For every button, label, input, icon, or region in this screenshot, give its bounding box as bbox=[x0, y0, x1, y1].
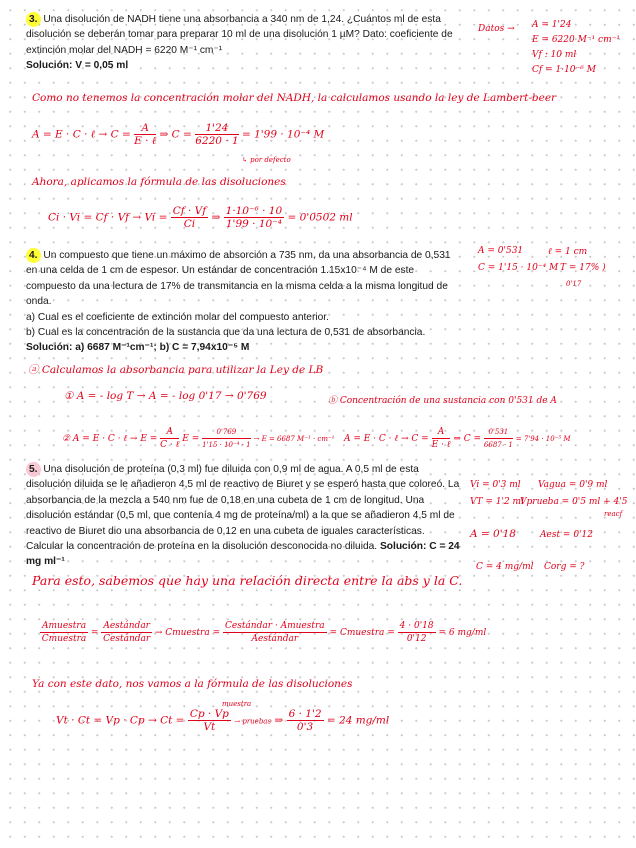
problem-4-step-2 bbox=[62, 426, 334, 451]
fraction-num: 0'769 bbox=[202, 426, 251, 439]
p4-data-t: T = 17% ) bbox=[560, 263, 606, 273]
fraction-den: Cestándar bbox=[103, 634, 151, 644]
p5-data-vprueba: Vprueba = 0'5 ml + 4'5 bbox=[520, 497, 628, 507]
problem-4-solution-label: Solución bbox=[26, 342, 70, 354]
fraction bbox=[40, 620, 88, 645]
problem-4-note-a: ⓐ Calculamos la absorbancia para utilizar la Ley de LB bbox=[28, 364, 324, 376]
p5-data-c: C = 4 mg/ml bbox=[476, 562, 534, 572]
formula-text: A = E · C · ℓ → C = bbox=[344, 434, 429, 444]
formula-text: ⇒ bbox=[211, 211, 221, 224]
problem-3-text: Una disolución de NADH tiene una absorbancia a 340 nm de 1,24. ¿Cuántos ml de esta disolución se deberán tomar para preparar 10 ml de una disolución 1 µM? Dato: coeficiente de extinción molar del NADH = 6220 M⁻¹ cm⁻¹ bbox=[26, 14, 453, 56]
fraction bbox=[134, 122, 156, 147]
p3-data-line: A = 1'24 bbox=[532, 20, 572, 30]
fraction bbox=[202, 426, 251, 451]
p5-data-corg: Corg = ? bbox=[544, 562, 585, 572]
p4-data-c: C = 1'15 · 10⁻⁴ M bbox=[478, 263, 559, 273]
p3-data-line: Vf : 10 ml bbox=[532, 50, 577, 60]
fraction bbox=[223, 620, 327, 645]
formula-result: = 24 mg/ml bbox=[326, 714, 390, 727]
formula-side-label: → pruebas bbox=[234, 717, 272, 726]
fraction-num: Aestándar bbox=[103, 621, 150, 631]
formula-text: E = bbox=[182, 434, 200, 444]
fraction-num: Cestándar · Amuestra bbox=[224, 621, 325, 631]
problem-3-solution-value: : V = 0,05 ml bbox=[69, 60, 129, 72]
fraction-den: 0'12 bbox=[406, 634, 427, 644]
fraction bbox=[398, 620, 436, 645]
problem-3-data-label: Datos → bbox=[478, 24, 515, 34]
formula-result: → E = 6687 M⁻¹ · cm⁻¹ bbox=[253, 435, 335, 443]
p4-data-a: A = 0'531 bbox=[478, 246, 524, 256]
fraction-num: 1'24 bbox=[195, 122, 238, 135]
fraction bbox=[101, 620, 152, 645]
fraction-den: 6687 · 1 bbox=[483, 441, 513, 449]
fraction bbox=[188, 708, 231, 733]
p3-data-line: Cf = 1·10⁻⁶ M bbox=[532, 65, 596, 75]
fraction-den: 1'99 · 10⁻⁴ bbox=[225, 218, 282, 230]
problem-5-statement bbox=[26, 462, 460, 570]
formula-text: ⇒ C = bbox=[453, 434, 482, 444]
problem-5-solution-value: : C = 24 mg ml⁻¹ bbox=[26, 541, 460, 568]
fraction-den: C · ℓ bbox=[160, 440, 180, 450]
problem-3-formula-2 bbox=[48, 205, 353, 230]
fraction-num: 0'531 bbox=[484, 426, 513, 439]
formula-text: ⇒ C = bbox=[159, 128, 192, 141]
problem-5-text: Una disolución de proteína (0,3 ml) fue diluida con 0,9 ml de agua. A 0,5 ml de esta disolución diluida se le añadieron 4,5 ml de reactivo de Biuret y se esperó hasta que coloreó. La absorbancia de la mezcla a 540 nm fue de 0,18 en una cubeta de 1 cm de longitud. Una disolución estándar (0,5 ml, que contenía 4 mg de proteína/ml) a la que se añadieron 4,5 ml de reactivo de Biuret dio una absorbancia de 0,12 en una cubeta de iguales características. Calcular la concentración de proteína en la disolución desconocida no diluida. bbox=[26, 464, 460, 553]
fraction-num: 4 · 0'18 bbox=[399, 621, 434, 631]
fraction-num: A bbox=[432, 426, 451, 439]
fraction-den: E · ℓ bbox=[431, 440, 451, 450]
fraction-den: Aestándar bbox=[251, 634, 299, 644]
problem-3-solution-label: Solución bbox=[26, 60, 70, 72]
formula-text: A = E · C · ℓ → C = bbox=[32, 128, 131, 141]
problem-3-data bbox=[532, 18, 620, 78]
formula-text: Ci · Vi = Cf · Vf → Vi = bbox=[48, 211, 168, 224]
p5-data-vagua: Vagua = 0'9 ml bbox=[538, 480, 608, 490]
fraction-den: Cmuestra bbox=[41, 634, 87, 644]
fraction-num: A bbox=[160, 426, 179, 439]
fraction-num: Cp · Vp bbox=[189, 708, 229, 720]
formula-result: = 7'94 · 10⁻⁵ M bbox=[515, 435, 571, 443]
problem-4-solution-value: : a) 6687 M⁻¹cm⁻¹; b) C = 7,94x10⁻⁵ M bbox=[69, 342, 250, 354]
fraction-num: 6 · 1'2 bbox=[288, 708, 322, 720]
problem-4-step-1: ① A = - log T → A = - log 0'17 → 0'769 bbox=[64, 390, 267, 402]
problem-5-solution-label: Solución bbox=[379, 541, 423, 553]
fraction-den: 0'3 bbox=[296, 721, 314, 733]
p5-data-vi: Vi = 0'3 ml bbox=[470, 480, 521, 490]
problem-5-number: 5. bbox=[26, 462, 41, 477]
fraction bbox=[171, 205, 208, 230]
fraction-den: 6220 · 1 bbox=[195, 135, 239, 147]
fraction bbox=[484, 426, 513, 451]
problem-3-formula-1 bbox=[32, 122, 324, 147]
fraction bbox=[195, 122, 238, 147]
formula-text: ⇒ bbox=[274, 714, 284, 727]
fraction-num: Amuestra bbox=[42, 621, 87, 631]
p5-data-vt: VT = 1'2 ml bbox=[470, 497, 524, 507]
problem-5-formula-top-label: muestra bbox=[222, 700, 252, 708]
problem-4-part-a: a) Cual es el coeficiente de extinción molar del compuesto anterior. bbox=[26, 311, 329, 323]
formula-result: = 1'99 · 10⁻⁴ M bbox=[241, 128, 325, 141]
fraction-num: A bbox=[134, 122, 156, 135]
fraction bbox=[432, 426, 451, 451]
fraction bbox=[224, 205, 285, 230]
problem-4-number: 4. bbox=[26, 248, 41, 263]
p5-data-a: A = 0'18 bbox=[470, 528, 516, 540]
formula-text: Vt · Ct = Vp · Cp → Ct = bbox=[56, 714, 185, 727]
formula-text: → Cmuestra = bbox=[154, 628, 221, 638]
formula-result: = 6 mg/ml bbox=[438, 628, 487, 638]
problem-3-formula-1-note: ↳ por defecto bbox=[242, 156, 291, 164]
problem-4-text: Un compuesto que tiene un máximo de absorción a 735 nm, da una absorbancia de 0,531 en una celda de 1 cm de espesor. Un estándar de concentración 1.15x10⁻⁴ M de este compuesto da una lectura de 17% de transmitancia en la misma celda a la misma longitud de onda. bbox=[26, 250, 451, 308]
fraction-num: 1·10⁻⁶ · 10 bbox=[225, 205, 283, 217]
fraction bbox=[160, 426, 179, 451]
p5-data-reactivo: reacf bbox=[604, 510, 623, 518]
p3-data-line: E = 6220 M⁻¹ cm⁻¹ bbox=[532, 35, 620, 45]
problem-4-b-formula bbox=[344, 426, 571, 451]
problem-4-part-b: b) Cual es la concentración de la sustancia que da una lectura de 0,531 de absorbancia. bbox=[26, 327, 426, 339]
problem-5-note-1: Para esto, sabemos que hay una relación directa entre la abs y la C. bbox=[32, 573, 463, 588]
problem-4-statement bbox=[26, 248, 460, 356]
fraction-num: Cf · Vf bbox=[172, 205, 207, 217]
fraction-den: 1'15 · 10⁻⁴ · 1 bbox=[202, 441, 251, 449]
problem-3-number: 3. bbox=[26, 12, 41, 27]
problem-5-formula bbox=[56, 708, 389, 733]
p4-data-t-value: 0'17 bbox=[566, 280, 582, 288]
fraction-den: E · ℓ bbox=[134, 135, 157, 147]
problem-3-statement bbox=[26, 12, 458, 74]
fraction-den: Ci bbox=[183, 218, 196, 230]
formula-text: = Cmuestra = bbox=[329, 628, 395, 638]
formula-text: ② A = E · C · ℓ → E = bbox=[62, 434, 158, 444]
problem-3-note-1: Como no tenemos la concentración molar del NADH, la calculamos usando la ley de Lambert-beer bbox=[32, 92, 557, 104]
problem-4-note-b: ⓑ Concentración de una sustancia con 0'531 de A bbox=[328, 396, 557, 406]
problem-3-note-2: Ahora, aplicamos la fórmula de las disoluciones bbox=[32, 176, 286, 188]
fraction-den: Vt bbox=[203, 721, 216, 733]
formula-result: = 0'0502 ml bbox=[287, 211, 353, 224]
problem-5-note-2: Ya con este dato, nos vamos a la fórmula de las disoluciones bbox=[32, 678, 353, 690]
problem-5-equation: $\frac{\text{Amuestra}}{\text{Cmuestra}}$ = $\frac{\text{Aestándar}}{\text{Cestándar}}$ → Cmuestra = $\frac{\text{Cestándar · Amuestra}}{\text{Aestándar}}$ = Cmuestra = $\frac{4 \cdot 0'18}{0'12}$ = 6 mg/ml bbox=[41, 621, 487, 644]
fraction bbox=[287, 708, 324, 733]
p4-data-l: ℓ = 1 cm bbox=[548, 247, 588, 257]
p5-data-aest: Aest = 0'12 bbox=[540, 530, 593, 540]
